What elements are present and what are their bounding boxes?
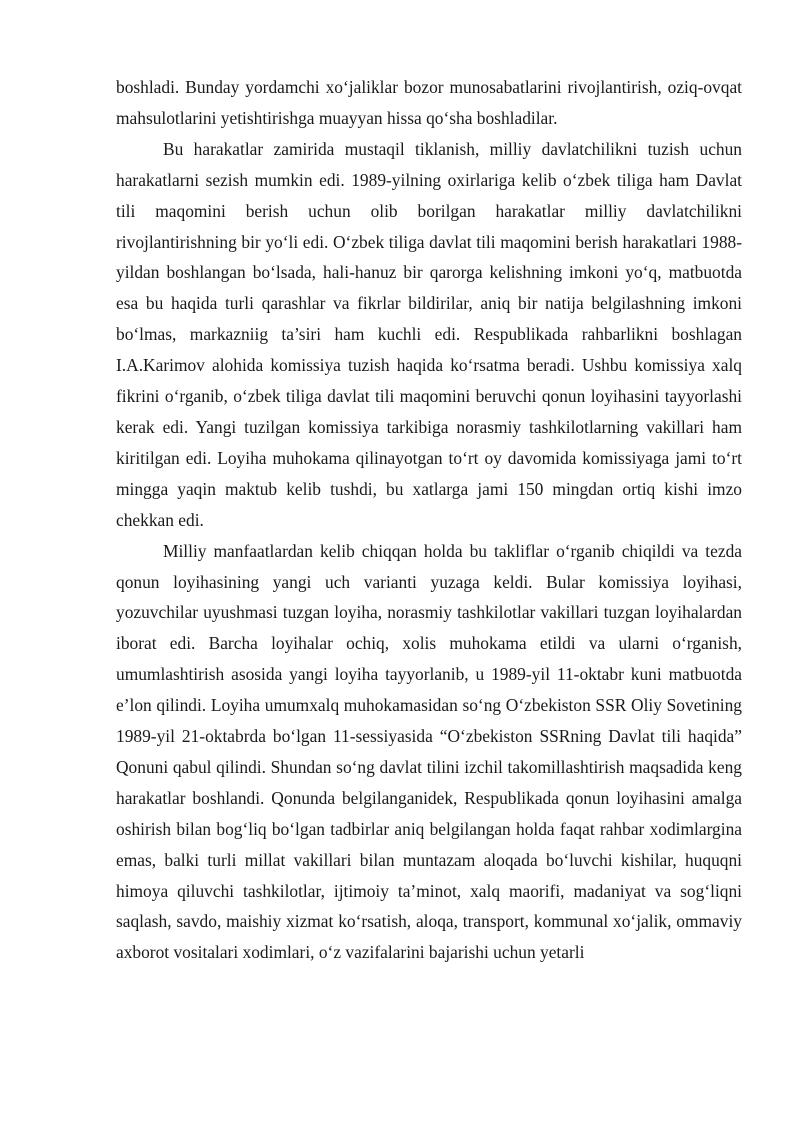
- paragraph-state-language-movement: Bu harakatlar zamirida mustaqil tiklanish, milliy davlatchilikni tuzish uchun harakatlarni sezish mumkin edi. 1989-yilning oxirlariga kelib o‘zbek tiliga ham Davlat tili maqomini berish uchun olib borilgan harakatlar milliy davlatchilikni rivojlantirishning bir yo‘li edi. O‘zbek tiliga davlat tili maqomini berish harakatlari 1988-yildan boshlangan bo‘lsada, hali-hanuz bir qarorga kelishning imkoni yo‘q, matbuotda esa bu haqida turli qarashlar va fikrlar bildirilar, aniq bir natija belgilashning imkoni bo‘lmas, markazniig ta’siri ham kuchli edi. Respublikada rahbarlikni boshlagan I.A.Karimov alohida komissiya tuzish haqida ko‘rsatma beradi. Ushbu komissiya xalq fikrini o‘rganib, o‘zbek tiliga davlat tili maqomini beruvchi qonun loyihasini tayyorlashi kerak edi. Yangi tuzilgan komissiya tarkibiga norasmiy tashkilotlarning vakillari ham kiritilgan edi. Loyiha muhokama qilinayotgan to‘rt oy davomida komissiyaga jami to‘rt mingga yaqin maktub kelib tushdi, bu xatlarga jami 150 mingdan ortiq kishi imzo chekkan edi.: [116, 138, 742, 530]
- paragraph-state-language-law: Milliy manfaatlardan kelib chiqqan holda bu takliflar o‘rganib chiqildi va tezda qonun loyihasining yangi uch varianti yuzaga keldi. Bular komissiya loyihasi, yozuvchilar uyushmasi tuzgan loyiha, norasmiy tashkilotlar vakillari tuzgan loyihalardan iborat edi. Barcha loyihalar ochiq, xolis muhokama etildi va ularni o‘rganish, umumlashtirish asosida yangi loyiha tayyorlanib, u 1989-yil 11-oktabr kuni matbuotda e’lon qilindi. Loyiha umumxalq muhokamasidan so‘ng O‘zbekiston SSR Oliy Sovetining 1989-yil 21-oktabrda bo‘lgan 11-sessiyasida “O‘zbekiston SSRning Davlat tili haqida” Qonuni qabul qilindi. Shundan so‘ng davlat tilini izchil takomillashtirish maqsadida keng harakatlar boshlandi. Qonunda belgilanganidek, Respublikada qonun loyihasini amalga oshirish bilan bog‘liq bo‘lgan tadbirlar aniq belgilangan holda faqat rahbar xodimlargina emas, balki turli millat vakillari bilan muntazam aloqada bo‘luvchi kishilar, huquqni himoya qiluvchi tashkilotlar, ijtimoiy ta’minot, xalq maorifi, madaniyat va sog‘liqni saqlash, savdo, maishiy xizmat ko‘rsatish, aloqa, transport, kommunal xo‘jalik, ommaviy axborot vositalari xodimlari, o‘z vazifalarini bajarishi uchun yetarli: [116, 540, 742, 963]
- paragraph-continuation: boshladi. Bunday yordamchi xo‘jaliklar bozor munosabatlarini rivojlantirish, oziq-ovqat mahsulotlarini yetishtirishga muayyan hissa qo‘sha boshladilar.: [116, 77, 742, 128]
- document-body: [116, 72, 742, 968]
